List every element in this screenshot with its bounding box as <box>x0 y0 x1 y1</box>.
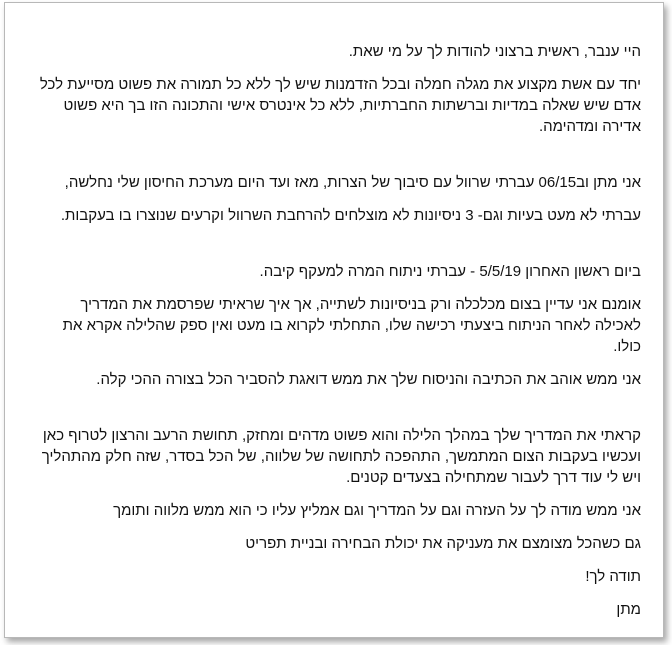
intro-paragraph <box>27 74 641 137</box>
intro-line-1: יחד עם אשת מקצוע את מגלה חמלה ובכל הזדמנות שיש לך ללא כל תמורה את פשוט מסייעת לכל <box>39 76 641 93</box>
reading-line-1: קראתי את המדריך שלך במהלך הלילה והוא פשוט מדהים ומחזק, תחושת הרעב והרצון לטרוף כאן <box>42 427 641 444</box>
reading-paragraph <box>27 425 641 488</box>
eating-line-1: אומנם אני עדיין בצום מכלכלה ורק בניסיונות לשתייה, אך איך שראיתי שפרסמת את המדריך <box>80 296 641 313</box>
story-paragraph-1: אני מתן וב06/15 עברתי שרוול עם סיבוך של הצרות, מאז ועד היום מערכת החיסון שלי נחלשה, <box>64 174 641 191</box>
love-paragraph: אני ממש אוהב את הכתיבה והניסוח שלך את ממש דואגת להסביר הכל בצורה ההכי קלה. <box>96 371 641 388</box>
greeting: היי ענבר, ראשית ברצוני להודות לך על מי שאת. <box>348 43 641 60</box>
signature: מתן <box>616 601 641 618</box>
reading-line-3: ויש לי עוד דרך לעבור שמתחילה בצעדים קטנים. <box>346 469 641 486</box>
thanks-paragraph: אני ממש מודה לך על העזרה וגם על המדריך וגם אמליץ עליו כי הוא ממש מלווה ותומך <box>113 502 641 519</box>
intro-line-2: אדם שיש שאלה במדיות וברשתות החברתיות, ללא כל אינטרס אישי והתכונה הזו בך היא פשוט <box>63 97 641 114</box>
eating-line-3: כולו. <box>613 338 641 355</box>
surgery-paragraph: ביום ראשון האחרון 5/5/19 - עברתי ניתוח המרה למעקף קיבה. <box>259 263 641 280</box>
summary-paragraph: גם כשהכל מצומצם את מעניקה את יכולת הבחירה ובניית תפריט <box>245 535 641 552</box>
reading-line-2: ועכשיו בעקבות הצום המתמשך, התהפכה לתחושה של שלווה, של הכל בסדר, שזה חלק מהתהליך <box>41 448 641 465</box>
letter-body <box>27 41 641 620</box>
intro-line-3: אדירה ומדהימה. <box>538 118 641 135</box>
eating-paragraph <box>27 294 641 357</box>
letter-page <box>4 2 664 638</box>
thank-you-line: תודה לך! <box>585 568 641 585</box>
eating-line-2: לאכילה לאחר הניתוח ביצעתי רכישה שלו, התחלתי לקרוא בו מעט ואין ספק שהלילה אקרא את <box>62 317 641 334</box>
story-paragraph-2: עברתי לא מעט בעיות וגם- 3 ניסיונות לא מוצלחים להרחבת השרוול וקרעים שנוצרו בו בעקבות. <box>60 207 641 224</box>
